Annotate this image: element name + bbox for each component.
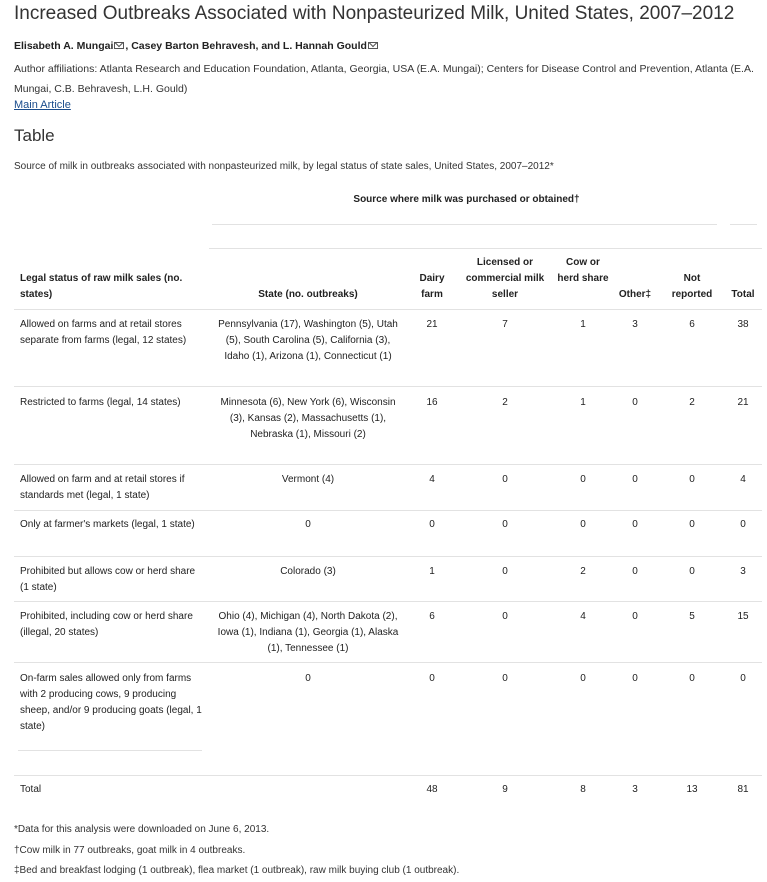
row-7-states: 0	[305, 673, 311, 684]
row-4-cow-herd-share: 0	[580, 519, 586, 530]
footnote-other-sources: ‡Bed and breakfast lodging (1 outbreak), flea market (1 outbreak), raw milk buying club (1 outbreak).	[14, 865, 460, 876]
row-3-licensed-seller: 0	[502, 474, 508, 485]
row-2-states: Minnesota (6), New York (6), Wisconsin (3), Kansas (2), Massachusetts (1), Nebraska (1), Missouri (2)	[220, 397, 396, 440]
row-divider	[18, 750, 202, 751]
row-1-not-reported: 6	[689, 319, 695, 330]
row-6-cow-herd-share: 4	[580, 611, 586, 622]
row-4-not-reported: 0	[689, 519, 695, 530]
row-1-licensed-seller: 7	[502, 319, 508, 330]
row-5-licensed-seller: 0	[502, 566, 508, 577]
author-line	[14, 40, 379, 52]
row-6-licensed-seller: 0	[502, 611, 508, 622]
row-divider	[14, 556, 762, 557]
row-6-states: Ohio (4), Michigan (4), North Dakota (2), Iowa (1), Indiana (1), Georgia (1), Alaska (1), Tennessee (1)	[217, 611, 399, 654]
row-4-total: 0	[740, 519, 746, 530]
header-bottom-divider	[14, 309, 762, 310]
total-divider	[14, 775, 762, 776]
row-7-not-reported: 0	[689, 673, 695, 684]
row-7-total: 0	[740, 673, 746, 684]
row-7-other: 0	[632, 673, 638, 684]
row-5-not-reported: 0	[689, 566, 695, 577]
email-icon[interactable]	[114, 42, 124, 49]
footnote-data-date: *Data for this analysis were downloaded on June 6, 2013.	[14, 824, 270, 835]
article-title: Increased Outbreaks Associated with Nonpasteurized Milk, United States, 2007–2012	[14, 3, 735, 24]
author-affiliations: Author affiliations: Atlanta Research and Education Foundation, Atlanta, Georgia, USA (E.A. Mungai); Centers for Disease Control and Prevention, Atlanta (E.A. Mungai, C.B. Behravesh, L.H. Gould)	[14, 63, 754, 95]
row-7-legal-status: On-farm sales allowed only from farms with 2 producing cows, 9 producing sheep, and/or 9 producing goats (legal, 1 state)	[20, 673, 202, 732]
row-1-other: 3	[632, 319, 638, 330]
row-6-not-reported: 5	[689, 611, 695, 622]
main-article-link[interactable]: Main Article	[14, 99, 71, 111]
group-header-divider	[730, 224, 757, 225]
row-5-total: 3	[740, 566, 746, 577]
row-5-other: 0	[632, 566, 638, 577]
header-top-divider	[209, 248, 762, 249]
row-2-legal-status: Restricted to farms (legal, 14 states)	[20, 397, 181, 408]
col-header-dairy-farm: Dairy farm	[419, 273, 445, 300]
col-header-not-reported: Not reported	[671, 273, 713, 300]
row-3-not-reported: 0	[689, 474, 695, 485]
row-divider	[14, 464, 762, 465]
row-1-dairy-farm: 21	[426, 319, 438, 330]
col-header-other: Other‡	[618, 289, 652, 300]
row-2-not-reported: 2	[689, 397, 695, 408]
row-2-total: 21	[737, 397, 749, 408]
row-3-cow-herd-share: 0	[580, 474, 586, 485]
total-row-dairy-farm: 48	[426, 784, 438, 795]
group-header: Source where milk was purchased or obtained†	[353, 194, 580, 205]
row-1-cow-herd-share: 1	[580, 319, 586, 330]
col-header-licensed-seller: Licensed or commercial milk seller	[465, 257, 545, 300]
row-3-legal-status: Allowed on farm and at retail stores if standards met (legal, 1 state)	[20, 474, 185, 501]
row-3-states: Vermont (4)	[281, 474, 335, 485]
row-6-other: 0	[632, 611, 638, 622]
total-row-cow-herd-share: 8	[580, 784, 586, 795]
row-7-dairy-farm: 0	[429, 673, 435, 684]
col-header-total: Total	[731, 289, 755, 300]
col-header-legal-status: Legal status of raw milk sales (no. states)	[20, 273, 183, 300]
row-3-total: 4	[740, 474, 746, 485]
row-4-dairy-farm: 0	[429, 519, 435, 530]
row-5-states: Colorado (3)	[280, 566, 336, 577]
total-row-not-reported: 13	[686, 784, 698, 795]
row-2-licensed-seller: 2	[502, 397, 508, 408]
row-divider	[14, 601, 762, 602]
row-6-dairy-farm: 6	[429, 611, 435, 622]
total-row-label: Total	[20, 784, 42, 795]
row-2-cow-herd-share: 1	[580, 397, 586, 408]
row-4-legal-status: Only at farmer's markets (legal, 1 state)	[20, 519, 195, 530]
row-4-other: 0	[632, 519, 638, 530]
row-5-legal-status: Prohibited but allows cow or herd share (1 state)	[20, 566, 196, 593]
row-7-licensed-seller: 0	[502, 673, 508, 684]
total-row-other: 3	[632, 784, 638, 795]
row-divider	[14, 510, 762, 511]
author-name-mungai: Elisabeth A. Mungai	[14, 40, 114, 52]
row-1-states: Pennsylvania (17), Washington (5), Utah (5), South Carolina (5), California (3), Idaho (1), Arizona (1), Connecticut (1)	[218, 319, 398, 362]
row-1-total: 38	[737, 319, 749, 330]
row-divider	[14, 662, 762, 663]
row-4-states: 0	[305, 519, 311, 530]
group-header-divider	[212, 224, 717, 225]
footnote-milk-type: †Cow milk in 77 outbreaks, goat milk in 4 outbreaks.	[14, 845, 246, 856]
col-header-cow-herd-share: Cow or herd share	[557, 257, 609, 284]
total-row-licensed-seller: 9	[502, 784, 508, 795]
author-names-rest: , Casey Barton Behravesh, and L. Hannah Gould	[125, 40, 367, 52]
row-5-dairy-farm: 1	[429, 566, 435, 577]
row-7-cow-herd-share: 0	[580, 673, 586, 684]
row-6-legal-status: Prohibited, including cow or herd share (illegal, 20 states)	[20, 611, 193, 638]
row-5-cow-herd-share: 2	[580, 566, 586, 577]
table-caption: Source of milk in outbreaks associated with nonpasteurized milk, by legal status of state sales, United States, 2007–2012*	[14, 161, 554, 172]
col-header-state: State (no. outbreaks)	[258, 289, 358, 300]
row-divider	[14, 386, 762, 387]
row-6-total: 15	[737, 611, 749, 622]
total-row-total: 81	[737, 784, 749, 795]
row-2-dairy-farm: 16	[426, 397, 438, 408]
row-3-dairy-farm: 4	[429, 474, 435, 485]
row-3-other: 0	[632, 474, 638, 485]
row-1-legal-status: Allowed on farms and at retail stores separate from farms (legal, 12 states)	[20, 319, 187, 346]
table-heading: Table	[14, 126, 55, 145]
row-4-licensed-seller: 0	[502, 519, 508, 530]
row-2-other: 0	[632, 397, 638, 408]
email-icon[interactable]	[368, 42, 378, 49]
